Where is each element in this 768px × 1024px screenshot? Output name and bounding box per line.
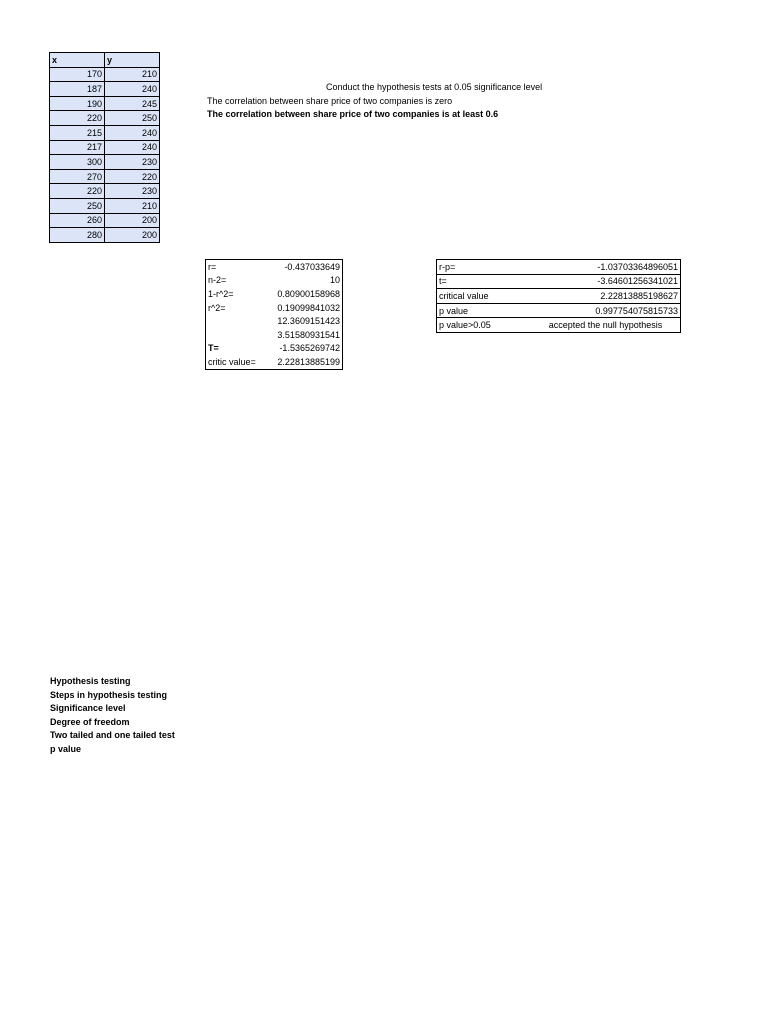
stat-label[interactable]: 1-r^2= (208, 288, 234, 299)
table-row (50, 67, 160, 82)
stat-label[interactable]: r= (208, 261, 217, 272)
stat-label[interactable]: n-2= (208, 275, 227, 286)
cell-y[interactable]: 230 (105, 184, 160, 199)
rho-test-body (437, 260, 681, 333)
cell-y[interactable]: 240 (105, 125, 160, 140)
stat-row (206, 274, 343, 288)
cell-y[interactable]: 250 (105, 111, 160, 126)
stat-row (206, 260, 343, 274)
cell-x[interactable]: 170 (50, 67, 105, 82)
stat-value[interactable]: -0.437033649 (284, 261, 340, 272)
stat-row (206, 301, 343, 315)
cell-x[interactable]: 250 (50, 198, 105, 213)
stat-value[interactable]: 10 (329, 275, 340, 286)
table-header-row (50, 53, 160, 68)
stat-value[interactable]: 0.80900158968 (277, 288, 340, 299)
cell-y[interactable]: 200 (105, 213, 160, 228)
header-cell-x[interactable]: x (50, 53, 105, 68)
cell-y[interactable]: 210 (105, 198, 160, 213)
stat-value[interactable]: 12.3609151423 (277, 316, 340, 327)
cell-x[interactable]: 215 (50, 125, 105, 140)
stat-value[interactable]: -1.5365269742 (279, 343, 340, 354)
stat-label[interactable]: t= (437, 274, 532, 289)
cell-x[interactable]: 270 (50, 169, 105, 184)
stat-label[interactable]: T= (208, 343, 219, 354)
stat-label[interactable]: r^2= (208, 302, 226, 313)
stat-label[interactable] (206, 314, 271, 328)
hypothesis-one: The correlation between share price of two companies is zero (207, 96, 453, 106)
cell-y[interactable]: 200 (105, 228, 160, 243)
stat-label[interactable] (206, 328, 271, 342)
stat-value[interactable]: 2.22813885199 (277, 356, 340, 367)
cell-x[interactable]: 300 (50, 155, 105, 170)
cell-x[interactable]: 187 (50, 82, 105, 97)
stat-row (437, 289, 681, 304)
stat-row (206, 355, 343, 369)
cell-y[interactable]: 220 (105, 169, 160, 184)
cell-y[interactable]: 240 (105, 140, 160, 155)
stat-value[interactable]: -3.64601256341021 (531, 274, 681, 289)
stat-label[interactable]: p value (437, 303, 532, 318)
stat-value[interactable]: 0.19099841032 (277, 302, 340, 313)
stat-row (206, 287, 343, 301)
stat-value[interactable]: 2.22813885198627 (531, 289, 681, 304)
table-row (50, 198, 160, 213)
stat-value[interactable]: accepted the null hypothesis (531, 318, 681, 333)
stat-value[interactable]: 3.51580931541 (277, 329, 340, 340)
stat-row (206, 314, 343, 328)
stat-label[interactable]: r-p= (437, 260, 532, 275)
stat-row (437, 260, 681, 275)
stat-row (437, 318, 681, 333)
hypothesis-two: The correlation between share price of two companies is at least 0.6 (207, 109, 499, 119)
topic-item[interactable]: Significance level (50, 703, 126, 714)
table-row (50, 125, 160, 140)
cell-x[interactable]: 220 (50, 111, 105, 126)
table-row (50, 155, 160, 170)
header-cell-y[interactable]: y (105, 53, 160, 68)
stat-value[interactable]: -1.03703364896051 (531, 260, 681, 275)
stat-label[interactable]: critical value (437, 289, 532, 304)
topic-item[interactable]: Two tailed and one tailed test (50, 730, 175, 741)
cell-y[interactable]: 210 (105, 67, 160, 82)
table-row (50, 96, 160, 111)
cell-x[interactable]: 220 (50, 184, 105, 199)
task-instruction: Conduct the hypothesis tests at 0.05 significance level (326, 82, 543, 92)
stat-row (437, 274, 681, 289)
correlation-test-table (205, 259, 343, 370)
rho-test-table (436, 259, 681, 333)
table-row (50, 228, 160, 243)
topics-list (50, 675, 175, 757)
topic-item[interactable]: Hypothesis testing (50, 676, 131, 686)
cell-y[interactable]: 230 (105, 155, 160, 170)
table-row (50, 169, 160, 184)
cell-x[interactable]: 280 (50, 228, 105, 243)
stat-label[interactable]: p value>0.05 (437, 318, 532, 333)
cell-x[interactable]: 260 (50, 213, 105, 228)
topic-item[interactable]: Steps in hypothesis testing (50, 689, 168, 700)
cell-y[interactable]: 245 (105, 96, 160, 111)
stat-value[interactable]: 0.997754075815733 (531, 303, 681, 318)
stat-label[interactable]: critic value= (208, 356, 256, 367)
xy-data-table (49, 52, 160, 243)
table-row (50, 82, 160, 97)
correlation-test-body (206, 260, 343, 370)
topic-item[interactable]: Degree of freedom (50, 716, 130, 727)
cell-x[interactable]: 217 (50, 140, 105, 155)
xy-table-body (50, 67, 160, 242)
cell-x[interactable]: 190 (50, 96, 105, 111)
stat-row (437, 303, 681, 318)
table-row (50, 213, 160, 228)
table-row (50, 140, 160, 155)
table-row (50, 111, 160, 126)
topic-item[interactable]: p value (50, 743, 82, 754)
stat-row (206, 328, 343, 342)
stat-row (206, 342, 343, 356)
cell-y[interactable]: 240 (105, 82, 160, 97)
table-row (50, 184, 160, 199)
